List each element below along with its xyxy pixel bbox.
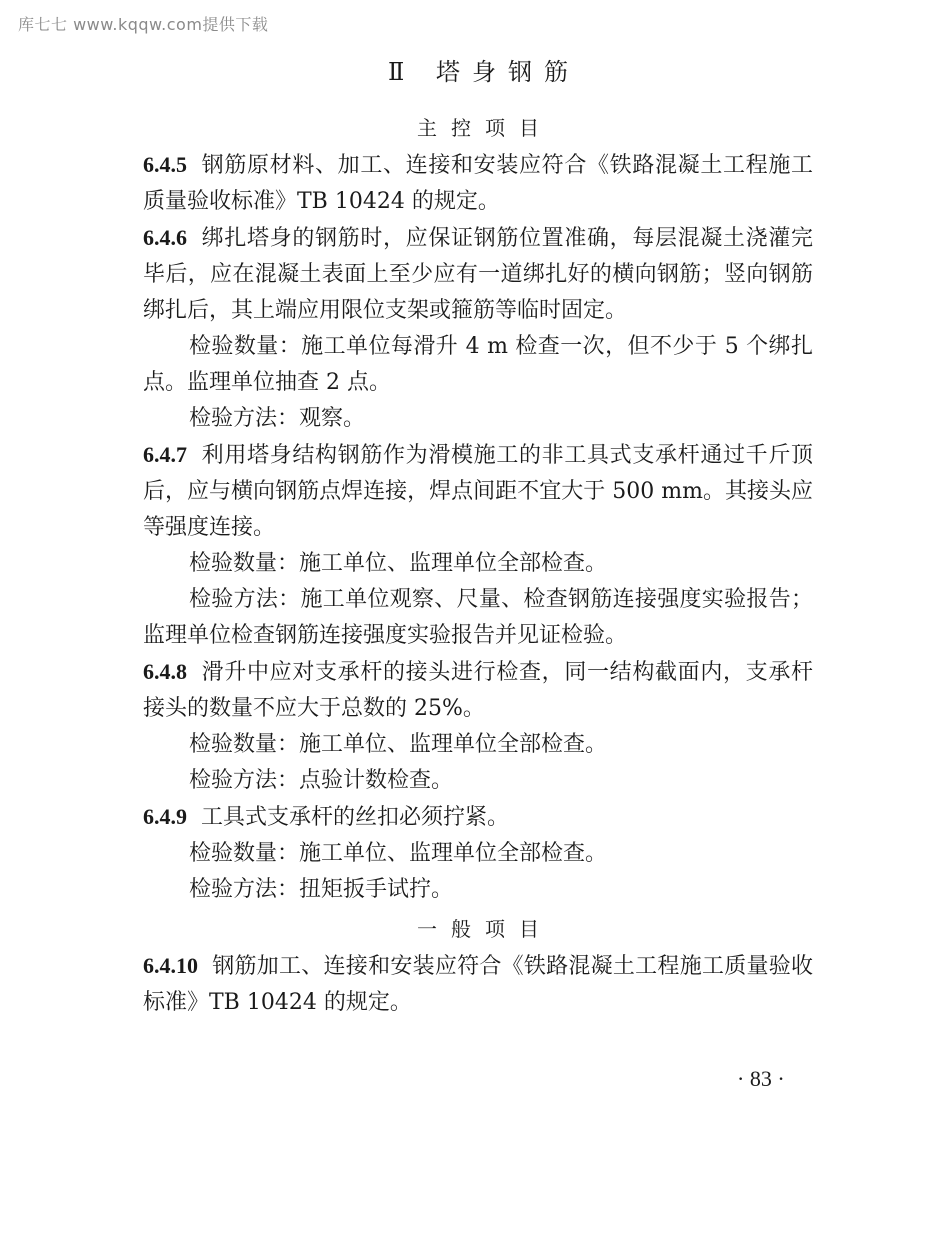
clause-text: 工具式支承杆的丝扣必须拧紧。 [201, 805, 510, 830]
clause-text: 绑扎塔身的钢筋时，应保证钢筋位置准确，每层混凝土浇灌完毕后，应在混凝土表面上至少应有一道绑扎好的横向钢筋；竖向钢筋绑扎后，其上端应用限位支架或箍筋等临时固定。 [143, 226, 813, 323]
clause-6-4-6 [143, 220, 813, 329]
inspection-method-6-4-6: 检验方法：观察。 [189, 406, 366, 431]
inspection-method-6-4-9: 检验方法：扭矩扳手试拧。 [189, 877, 454, 902]
inspection-quantity-6-4-9: 检验数量：施工单位、监理单位全部检查。 [189, 841, 608, 866]
clause-text: 滑升中应对支承杆的接头进行检查，同一结构截面内，支承杆接头的数量不应大于总数的 25%。 [143, 660, 813, 721]
subhead-general-items: 一般项目 [417, 917, 553, 941]
clause-6-4-8 [143, 654, 813, 727]
inspection-quantity-6-4-6: 检验数量：施工单位每滑升 4 m 检查一次，但不少于 5 个绑扎点。监理单位抽查 2 点。 [143, 334, 813, 395]
clause-text: 钢筋原材料、加工、连接和安装应符合《铁路混凝土工程施工质量验收标准》TB 10424 的规定。 [143, 153, 813, 214]
clause-6-4-5 [143, 147, 813, 220]
inspection-method-6-4-8: 检验方法：点验计数检查。 [189, 768, 454, 793]
clause-number: 6.4.10 [143, 953, 198, 978]
inspection-quantity-6-4-8: 检验数量：施工单位、监理单位全部检查。 [189, 732, 608, 757]
watermark-text: 库七七 www.kqqw.com提供下载 [18, 15, 269, 34]
clause-number: 6.4.5 [143, 152, 187, 177]
subhead-main-control-items: 主控项目 [417, 116, 553, 140]
clause-6-4-7 [143, 437, 813, 546]
inspection-method-6-4-7: 检验方法：施工单位观察、尺量、检查钢筋连接强度实验报告；监理单位检查钢筋连接强度实验报告并见证检验。 [143, 587, 813, 648]
inspection-quantity-6-4-7: 检验数量：施工单位、监理单位全部检查。 [189, 551, 608, 576]
clause-6-4-10 [143, 948, 813, 1021]
section-title: Ⅱ 塔身钢筋 [388, 58, 580, 86]
clause-number: 6.4.7 [143, 442, 187, 467]
page-number: · 83 · [737, 1066, 785, 1091]
clause-number: 6.4.6 [143, 225, 187, 250]
clause-number: 6.4.9 [143, 804, 187, 829]
clause-number: 6.4.8 [143, 659, 187, 684]
clause-text: 钢筋加工、连接和安装应符合《铁路混凝土工程施工质量验收标准》TB 10424 的规定。 [143, 954, 813, 1015]
clause-text: 利用塔身结构钢筋作为滑模施工的非工具式支承杆通过千斤顶后，应与横向钢筋点焊连接，焊点间距不宜大于 500 mm。其接头应等强度连接。 [143, 443, 813, 540]
clause-6-4-9 [143, 799, 813, 836]
document-page [143, 52, 813, 1021]
